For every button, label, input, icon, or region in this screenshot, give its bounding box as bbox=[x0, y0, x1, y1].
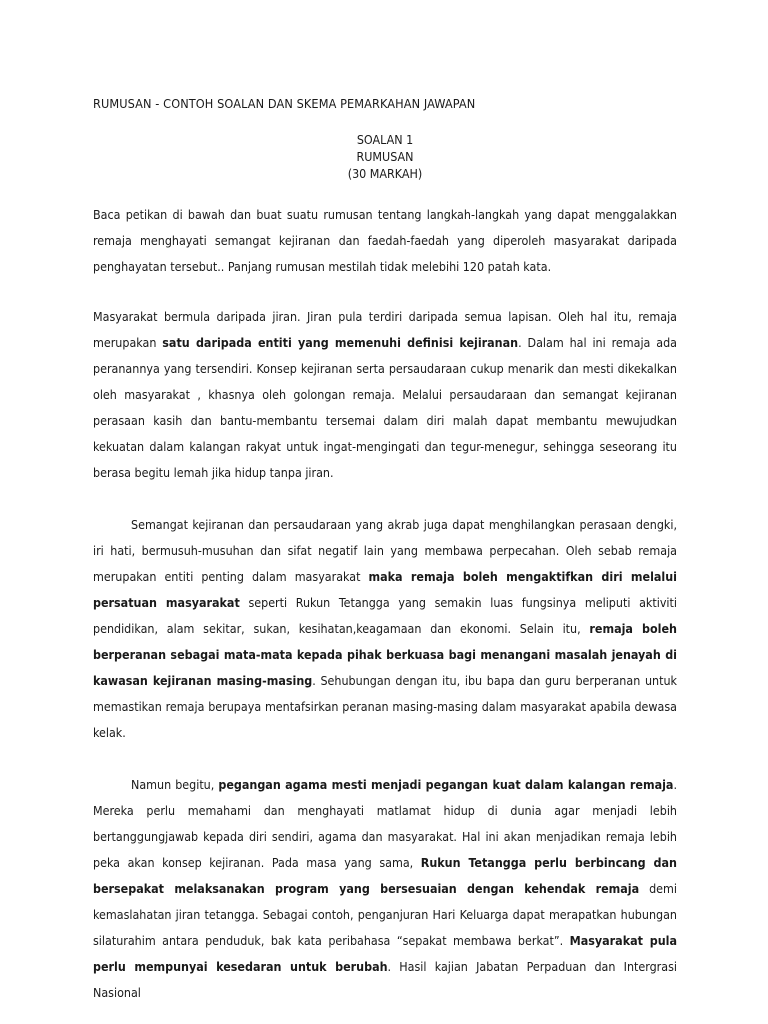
key-point: Rukun Tetangga perlu berbincang dan bersepakat melaksanakan program yang bersesuaian dengan kehendak remaja bbox=[93, 855, 677, 896]
document-title: RUMUSAN - CONTOH SOALAN DAN SKEMA PEMARKAHAN JAWAPAN bbox=[93, 96, 476, 111]
key-point: Masyarakat pula perlu mempunyai kesedaran untuk berubah bbox=[93, 933, 677, 974]
key-point: pegangan agama mesti menjadi pegangan kuat dalam kalangan remaja bbox=[218, 777, 674, 792]
passage-paragraph-2 bbox=[93, 512, 677, 746]
question-number: SOALAN 1 bbox=[356, 132, 414, 147]
key-point: satu daripada entiti yang memenuhi definisi kejiranan bbox=[162, 335, 519, 350]
passage-text: Semangat kejiranan dan persaudaraan yang akrab juga dapat menghilangkan perasaan dengki, iri hati, bermusuh-musuhan dan sifat negatif lain yang membawa perpecahan. Oleh sebab remaja merupakan entiti penting dalam masyarakat bbox=[93, 517, 677, 584]
passage-text: seperti Rukun Tetangga yang semakin luas fungsinya meliputi aktiviti pendidikan, alam sekitar, sukan, kesihatan,keagamaan dan ekonomi. Selain itu, bbox=[93, 595, 677, 636]
passage-text: . Mereka perlu memahami dan menghayati matlamat hidup di dunia agar menjadi lebih bertanggungjawab kepada diri sendiri, agama dan masyarakat. Hal ini akan menjadikan remaja lebih peka akan konsep kejiranan. Pada masa yang sama, bbox=[93, 777, 677, 870]
passage-text: . Dalam hal ini remaja ada peranannya yang tersendiri. Konsep kejiranan serta persaudaraan cukup menarik dan mesti dikekalkan oleh masyarakat , khasnya oleh golongan remaja. Melalui persaudaraan dan semangat kejiranan perasaan kasih dan bantu-membantu tersemai dalam diri malah dapat membantu mewujudkan kekuatan dalam kalangan rakyat untuk ingat-mengingati dan tegur-menegur, sehingga seseorang itu berasa begitu lemah jika hidup tanpa jiran. bbox=[93, 335, 677, 480]
passage-paragraph-3 bbox=[93, 772, 677, 1006]
passage-text: Masyarakat bermula daripada jiran. Jiran pula terdiri daripada semua lapisan. Oleh hal itu, remaja merupakan bbox=[93, 309, 677, 350]
key-point: maka remaja boleh mengaktifkan diri melalui persatuan masyarakat bbox=[93, 569, 677, 610]
key-point: remaja boleh berperanan sebagai mata-mata kepada pihak berkuasa bagi menangani masalah jenayah di kawasan kejiranan masing-masing bbox=[93, 621, 677, 688]
question-type: RUMUSAN bbox=[356, 149, 414, 164]
passage-text: Namun begitu, bbox=[131, 777, 219, 792]
question-heading bbox=[93, 131, 677, 182]
question-marks: (30 MARKAH) bbox=[347, 166, 423, 181]
instruction-paragraph: Baca petikan di bawah dan buat suatu rumusan tentang langkah-langkah yang dapat menggalakkan remaja menghayati semangat kejiranan dan faedah-faedah yang diperoleh masyarakat daripada penghayatan tersebut.. Panjang rumusan mestilah tidak melebihi 120 patah kata. bbox=[93, 207, 677, 274]
passage-text: . Hasil kajian Jabatan Perpaduan dan Intergrasi Nasional bbox=[93, 959, 677, 1000]
passage-text: demi kemaslahatan jiran tetangga. Sebagai contoh, penganjuran Hari Keluarga dapat merapatkan hubungan silaturahim antara penduduk, bak kata peribahasa “sepakat membawa berkat”. bbox=[93, 881, 677, 948]
passage-text: . Sehubungan dengan itu, ibu bapa dan guru berperanan untuk memastikan remaja berupaya mentafsirkan peranan masing-masing dalam masyarakat apabila dewasa kelak. bbox=[93, 673, 677, 740]
passage-paragraph-1 bbox=[93, 304, 677, 486]
